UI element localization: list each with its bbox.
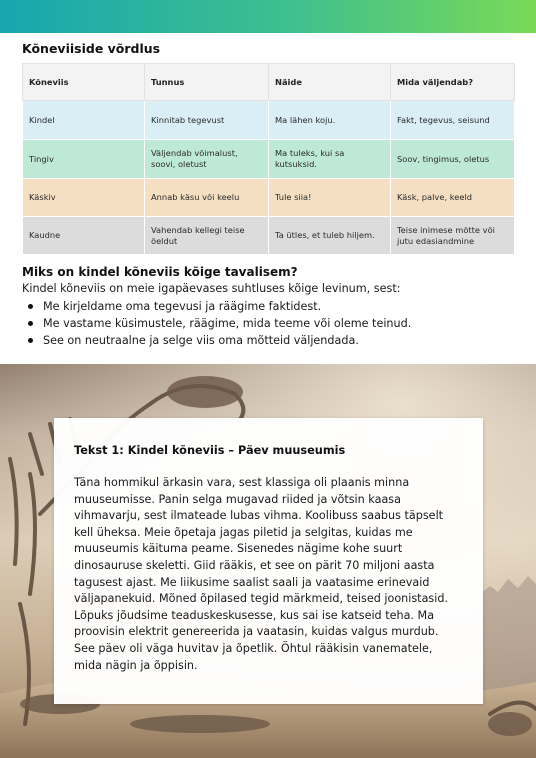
header-tunnus: Tunnus xyxy=(145,64,269,101)
table-row xyxy=(23,217,515,255)
text-line: mida nägin ja õppisin. xyxy=(74,658,198,672)
comparison-table xyxy=(22,63,515,255)
reading-text-body xyxy=(74,475,463,674)
table-cell: Tingiv xyxy=(23,140,145,179)
header-mida-valjendab: Mida väljendab? xyxy=(391,64,515,101)
list-item: See on neutraalne ja selge viis oma mõtteid väljendada. xyxy=(24,332,411,349)
comparison-title: Kõneviiside võrdlus xyxy=(22,41,161,56)
table-cell: Ta ütles, et tuleb hiljem. xyxy=(269,217,391,255)
table-row xyxy=(23,140,515,179)
table-cell: Tule siia! xyxy=(269,179,391,217)
why-intro: Kindel kõneviis on meie igapäevases suhtluses kõige levinum, sest: xyxy=(22,282,401,295)
text-line: See päev oli väga huvitav ja õpetlik. Õhtul rääkisin vanematele, xyxy=(74,641,433,655)
table-cell: Fakt, tegevus, seisund xyxy=(391,101,515,140)
table-cell: Käsk, palve, keeld xyxy=(391,179,515,217)
header-naide: Näide xyxy=(269,64,391,101)
text-line: vihmavarju, sest ilmateade lubas vihma. Koolibuss saabus täpselt xyxy=(74,509,444,523)
list-item: Me kirjeldame oma tegevusi ja räägime faktidest. xyxy=(24,298,411,315)
table-cell: Kindel xyxy=(23,101,145,140)
table-row xyxy=(23,179,515,217)
bullet-icon xyxy=(28,304,33,309)
table-cell: Annab käsu või keelu xyxy=(145,179,269,217)
text-line: proovisin elektrit genereerida ja vaatasin, kuidas valgus murdub. xyxy=(74,625,439,639)
table-cell: Ma tuleks, kui sa kutsuksid. xyxy=(269,140,391,179)
table-cell: Soov, tingimus, oletus xyxy=(391,140,515,179)
table-row xyxy=(23,101,515,140)
header-koneviis: Kõneviis xyxy=(23,64,145,101)
text-line: kell üheksa. Meie õpetaja jagas piletid ja selgitas, kuidas me xyxy=(74,525,413,539)
table-cell: Kinnitab tegevust xyxy=(145,101,269,140)
text-line: tagusest ajast. Me liikusime saalist saali ja vaatasime erinevaid xyxy=(74,575,430,589)
list-item: Me vastame küsimustele, räägime, mida teeme või oleme teinud. xyxy=(24,315,411,332)
table-header-row xyxy=(23,64,515,101)
table-cell: Kaudne xyxy=(23,217,145,255)
header-gradient-bar xyxy=(0,0,536,33)
text-line: dinosauruse skeletti. Giid rääkis, et see on pärit 70 miljoni aasta xyxy=(74,558,435,572)
text-line: Lõpuks jõudsime teaduskeskusesse, kus sai ise katseid teha. Ma xyxy=(74,608,435,622)
why-list xyxy=(24,298,411,349)
table-cell: Käskiv xyxy=(23,179,145,217)
bullet-icon xyxy=(28,321,33,326)
text-line: Täna hommikul ärkasin vara, sest klassiga oli plaanis minna xyxy=(74,476,410,489)
bullet-icon xyxy=(28,338,33,343)
table-cell: Vahendab kellegi teise öeldut xyxy=(145,217,269,255)
table-cell: Väljendab võimalust, soovi, oletust xyxy=(145,140,269,179)
text-line: väljapanekuid. Mõned õpilased tegid märkmeid, teised joonistasid. xyxy=(74,592,449,606)
why-heading: Miks on kindel kõneviis kõige tavalisem? xyxy=(22,265,298,279)
text-line: muuseumis käituma peame. Sisenedes nägime kohe suurt xyxy=(74,542,403,556)
text-line: muuseumisse. Panin selga mugavad riided ja võtsin kaasa xyxy=(74,492,401,506)
reading-text-title: Tekst 1: Kindel kõneviis – Päev muuseumis xyxy=(74,444,346,457)
table-cell: Teise inimese mõtte või jutu edasiandmine xyxy=(391,217,515,255)
reading-text-card xyxy=(54,418,483,704)
table-cell: Ma lähen koju. xyxy=(269,101,391,140)
